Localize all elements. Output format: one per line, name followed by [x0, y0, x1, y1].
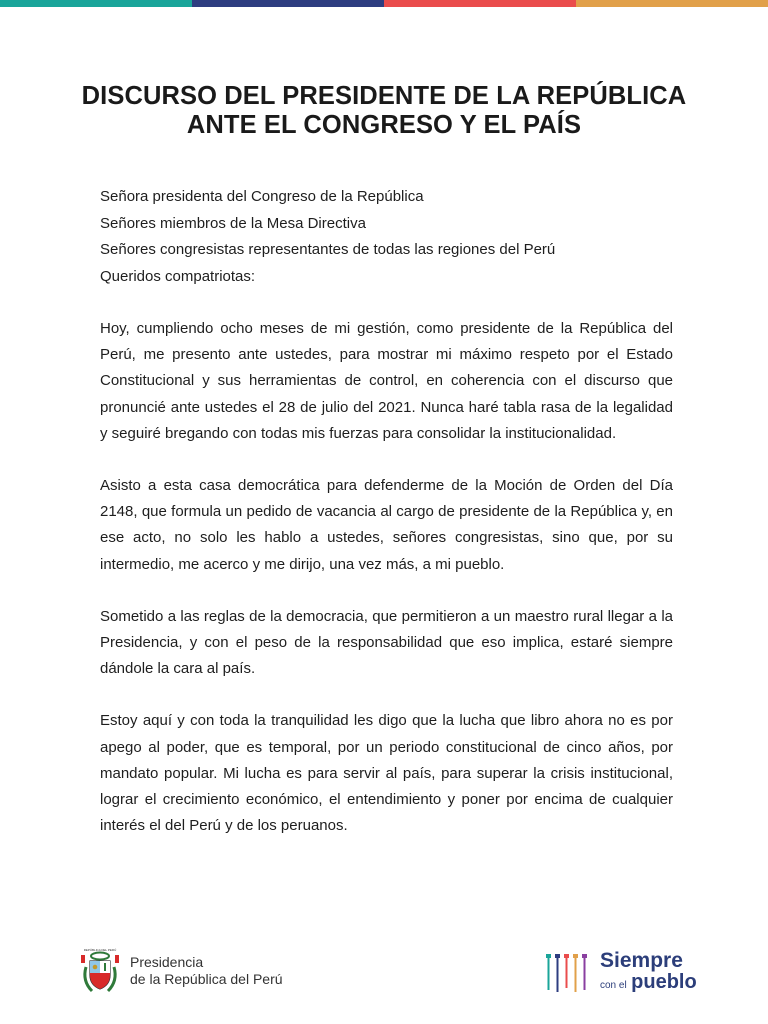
slogan-line-2: pueblo [631, 970, 697, 993]
institution-line-2: de la República del Perú [130, 971, 283, 987]
top-color-bar [0, 0, 768, 7]
paragraph: Asisto a esta casa democrática para defenderme de la Moción de Orden del Día 2148, que formula un pedido de vacancia al cargo de presidente de la República y, en ese acto, no solo les hablo a ustedes, señores congresistas, sino que, por su intermedio, me acerco y me dirijo, una vez más, a mi pueblo. [100, 477, 673, 573]
peru-coat-of-arms-icon [78, 947, 122, 995]
institution-line-1: Presidencia [130, 954, 204, 970]
svg-text:REPÚBLICA DEL PERÚ: REPÚBLICA DEL PERÚ [83, 948, 117, 952]
greeting-line: Señora presidenta del Congreso de la República [100, 188, 424, 205]
slogan-logo [544, 946, 697, 996]
title-line-1: DISCURSO DEL PRESIDENTE DE LA REPÚBLICA [81, 82, 687, 110]
institution-name [130, 954, 283, 988]
paragraph: Estoy aquí y con toda la tranquilidad les digo que la lucha que libro ahora no es por apego al poder, que es temporal, por un periodo constitucional de cinco años, por mandato popular. Mi lucha es para servir al país, para superar la crisis institucional, lograr el crecimiento económico, el entendimiento y poner por encima de cualquier interés el del Perú y de los peruanos. [100, 712, 673, 835]
greeting-line: Queridos compatriotas: [100, 267, 256, 285]
greeting-line: Señores congresistas representantes de todas las regiones del Perú [100, 241, 556, 258]
title-line-2: ANTE EL CONGRESO Y EL PAÍS [186, 111, 582, 139]
speech-body [100, 316, 673, 865]
slogan-small: con el [600, 979, 627, 991]
document-title [60, 82, 708, 140]
colored-figures-icon [544, 948, 594, 994]
greeting-line: Señores miembros de la Mesa Directiva [100, 214, 366, 232]
paragraph: Hoy, cumpliendo ocho meses de mi gestión, como presidente de la República del Perú, me presento ante ustedes, para mostrar mi máximo respeto por el Estado Constitucional y sus herramientas de control, en coherencia con el discurso que pronuncié ante ustedes el 28 de julio del 2021. Nunca haré tabla rasa de la legalidad y seguiré bregando con todas mis fuerzas para consolidar la institucionalidad. [100, 320, 673, 442]
slogan-text [600, 950, 697, 993]
bar-segment-red [384, 0, 576, 7]
slogan-line-1: Siempre [600, 948, 683, 972]
bar-segment-orange [576, 0, 768, 7]
bar-segment-navy [192, 0, 384, 7]
bar-segment-teal [0, 0, 192, 7]
paragraph: Sometido a las reglas de la democracia, que permitieron a un maestro rural llegar a la Presidencia, y con el peso de la responsabilidad que eso implica, estaré siempre dándole la cara al país. [100, 607, 673, 678]
greeting-block [100, 184, 680, 290]
presidency-logo [78, 946, 283, 996]
